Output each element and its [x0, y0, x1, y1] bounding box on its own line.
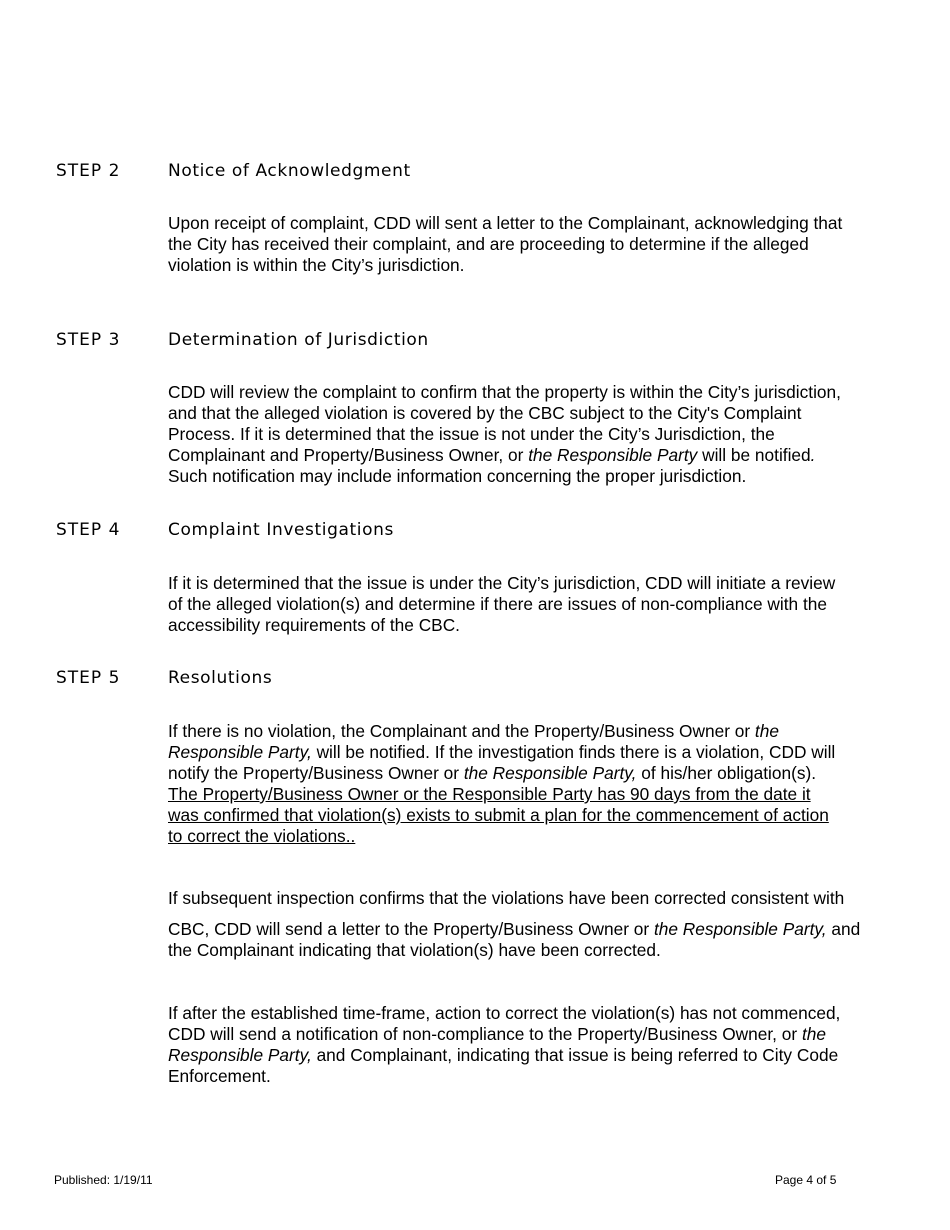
step-5-p2-line-2-italic: the Responsible Party,	[653, 919, 827, 939]
responsible-party-italic: the Responsible Party	[528, 445, 698, 465]
step-5-p3-line-2-text: CDD will send a notification of non-compliance to the Property/Business Owner, or	[168, 1024, 802, 1044]
step-5-p1-line-2-text: will be notified. If the investigation finds there is a violation, CDD will	[311, 742, 836, 762]
step-5-p3-line-4: Enforcement.	[168, 1066, 271, 1086]
step-3-line-1: CDD will review the complaint to confirm that the property is within the City’s jurisdiction,	[168, 382, 841, 402]
step-5-paragraph-3	[168, 1003, 928, 1087]
step-4-title: Complaint Investigations	[168, 520, 394, 540]
step-5-paragraph-1	[168, 721, 928, 847]
step-4-paragraph	[168, 573, 928, 636]
step-5-p1-line-3	[168, 763, 928, 784]
step-3-line-4-period: .	[810, 445, 816, 465]
step-3-label: STEP 3	[56, 330, 121, 350]
step-2-line-3: violation is within the City’s jurisdiction.	[168, 255, 465, 275]
step-3-line-3: Process. If it is determined that the issue is not under the City’s Jurisdiction, the	[168, 424, 775, 444]
step-3-line-2: and that the alleged violation is covered by the CBC subject to the City's Complaint	[168, 403, 802, 423]
deadline-text-3: to correct the violations..	[168, 826, 356, 846]
step-5-p1-underlined-2	[168, 805, 928, 826]
step-3-title: Determination of Jurisdiction	[168, 330, 429, 350]
step-5-p3-line-3	[168, 1045, 928, 1066]
step-5-p1-underlined-1	[168, 784, 928, 805]
step-2-title: Notice of Acknowledgment	[168, 161, 411, 181]
step-5-p3-line-3-italic: Responsible Party,	[168, 1045, 312, 1065]
step-2-paragraph	[168, 213, 928, 276]
step-4-line-3: accessibility requirements of the CBC.	[168, 615, 460, 635]
step-4-line-2: of the alleged violation(s) and determine if there are issues of non-compliance with the	[168, 594, 827, 614]
step-5-p3-line-2-italic: the	[801, 1024, 826, 1044]
step-5-p2-line-2	[168, 919, 928, 940]
step-2-line-2: the City has received their complaint, and are proceeding to determine if the alleged	[168, 234, 809, 254]
step-5-p1-underlined-3	[168, 826, 928, 847]
deadline-text-2: was confirmed that violation(s) exists to submit a plan for the commencement of action	[168, 805, 829, 825]
footer-page-number: Page 4 of 5	[775, 1173, 837, 1187]
step-4-label: STEP 4	[56, 520, 121, 540]
step-5-p1-line-3-italic: the Responsible Party,	[463, 763, 637, 783]
step-5-p1-line-1	[168, 721, 928, 742]
step-5-paragraph-2	[168, 888, 928, 909]
deadline-text-1: The Property/Business Owner or the Responsible Party has 90 days from the date it	[168, 784, 811, 804]
step-5-p3-line-2	[168, 1024, 928, 1045]
step-5-p1-line-2	[168, 742, 928, 763]
step-5-p3-line-1: If after the established time-frame, action to correct the violation(s) has not commenced,	[168, 1003, 841, 1023]
step-5-paragraph-2-cont	[168, 919, 928, 961]
step-5-p1-line-3-text: notify the Property/Business Owner or	[168, 763, 464, 783]
step-5-p3-line-3-text: and Complainant, indicating that issue is being referred to City Code	[311, 1045, 839, 1065]
step-3-line-4	[168, 445, 928, 466]
step-5-p2-line-3: the Complainant indicating that violation(s) have been corrected.	[168, 940, 661, 960]
step-2-label: STEP 2	[56, 161, 121, 181]
step-3-line-4-text-b: will be notified	[697, 445, 811, 465]
step-5-p2-line-1: If subsequent inspection confirms that the violations have been corrected consistent with	[168, 888, 845, 908]
footer-published-date: Published: 1/19/11	[54, 1173, 153, 1187]
step-5-p1-line-2-italic: Responsible Party,	[168, 742, 312, 762]
step-5-p1-line-1-text: If there is no violation, the Complainant and the Property/Business Owner or	[168, 721, 755, 741]
step-5-p1-line-3-text-b: of his/her obligation(s).	[636, 763, 817, 783]
step-2-line-1: Upon receipt of complaint, CDD will sent a letter to the Complainant, acknowledging that	[168, 213, 843, 233]
step-5-label: STEP 5	[56, 668, 121, 688]
step-5-p2-line-2-text: CBC, CDD will send a letter to the Property/Business Owner or	[168, 919, 654, 939]
step-5-p1-line-1-italic: the	[754, 721, 779, 741]
step-4-line-1: If it is determined that the issue is under the City’s jurisdiction, CDD will initiate a review	[168, 573, 836, 593]
step-5-p2-line-2-text-b: and	[826, 919, 861, 939]
step-3-paragraph	[168, 382, 928, 487]
step-3-line-4-text: Complainant and Property/Business Owner, or	[168, 445, 529, 465]
step-3-line-5: Such notification may include information concerning the proper jurisdiction.	[168, 466, 747, 486]
step-5-title: Resolutions	[168, 668, 273, 688]
